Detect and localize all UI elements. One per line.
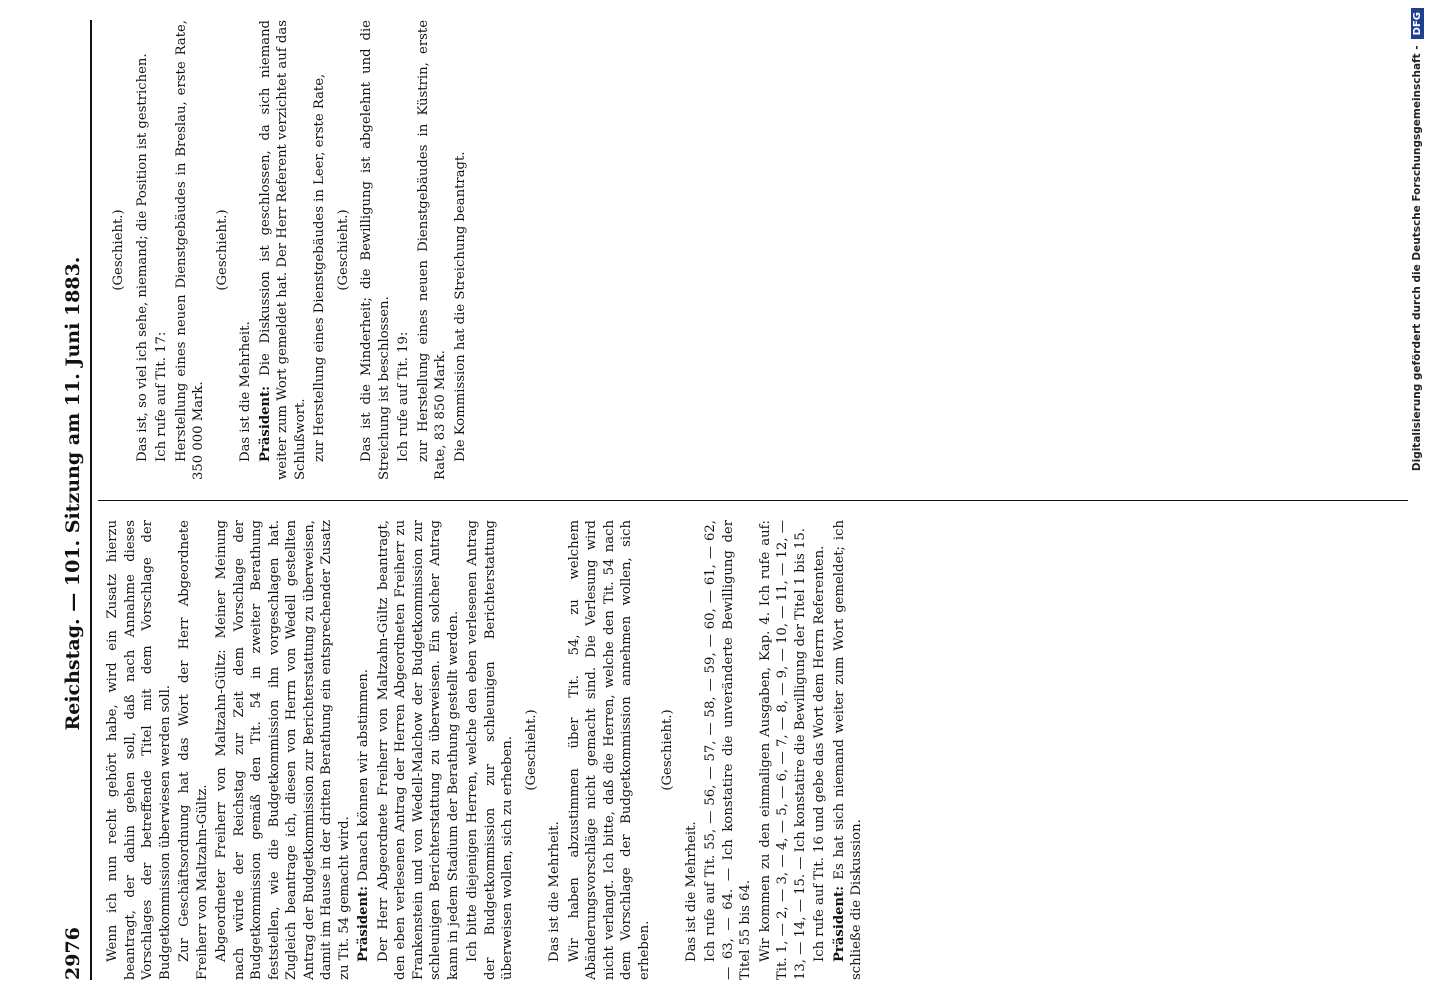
- paragraph-text: Das ist die Mehrheit.: [238, 321, 253, 462]
- page-number: 2976: [62, 927, 84, 980]
- column-divider: [98, 500, 1408, 501]
- paragraph: [311, 20, 329, 480]
- stage-direction: [214, 20, 232, 480]
- paragraph: [358, 20, 393, 480]
- paragraph-text: Es hat sich niemand weiter zum Wort gemeldet; ich schließe die Diskussion.: [831, 520, 864, 980]
- paragraph: [831, 520, 866, 980]
- page-header: [40, 20, 84, 980]
- paragraph-text: Herstellung eines neuen Dienstgebäudes in Breslau, erste Rate, 350 000 Mark.: [173, 20, 206, 480]
- paragraph: [566, 520, 654, 980]
- paragraph-text: Das ist die Mehrheit.: [683, 821, 699, 962]
- paragraph-text: (Geschieht.): [111, 209, 126, 291]
- paragraph: [213, 520, 353, 980]
- stage-direction: [523, 520, 541, 980]
- paragraph: [134, 20, 152, 480]
- paragraph: [176, 520, 211, 980]
- paragraph: [811, 520, 829, 980]
- paragraph-text: Ich rufe auf Tit. 55, — 56, — 57, — 58, — 59, — 60, — 61, — 62, — 63, — 64. — Ich konstatire die unveränderte Bewilligung der Titel 55 bis 64.: [703, 520, 753, 980]
- paragraph-text: zur Herstellung eines neuen Dienstgebäudes in Küstrin, erste Rate, 83 850 Mark.: [415, 20, 448, 480]
- paragraph: [757, 520, 810, 980]
- rotated-page: [40, 20, 1420, 980]
- stage-direction: [335, 20, 353, 480]
- paragraph-text: Das ist die Mehrheit.: [547, 821, 562, 962]
- stage-direction: [110, 20, 128, 480]
- paragraph: [415, 20, 450, 480]
- paragraph: [452, 20, 470, 480]
- paragraph: [702, 520, 755, 980]
- paragraph-text: (Geschieht.): [660, 709, 675, 791]
- paragraph-text: Danach können wir abstimmen.: [356, 669, 371, 882]
- paragraph: [104, 520, 174, 980]
- page-title: Reichstag. — 101. Sitzung am 11. Juni 1883.: [62, 256, 84, 731]
- paragraph-text: Ich rufe auf Tit. 19:: [396, 331, 411, 462]
- paragraph: [683, 520, 701, 980]
- paragraph: [173, 20, 208, 480]
- paragraph-text: Das ist, so viel ich sehe, niemand; die Position ist gestrichen.: [134, 53, 150, 462]
- stage-direction: [659, 520, 677, 980]
- paragraph: [257, 20, 310, 480]
- paragraph: [395, 20, 413, 480]
- right-column: [104, 20, 1404, 480]
- paragraph: [355, 520, 373, 980]
- paragraph: [375, 520, 463, 980]
- speaker-label: Präsident:: [831, 879, 847, 962]
- dfg-credit-text: Digitalisierung gefördert durch die Deutsche Forschungsgemeinschaft -: [1411, 45, 1423, 472]
- speaker-label: Präsident:: [356, 881, 371, 962]
- paragraph-text: zur Herstellung eines Dienstgebäudes in Leer, erste Rate,: [312, 73, 327, 462]
- paragraph-text: Ich rufe auf Tit. 17:: [154, 331, 169, 462]
- speaker-label: Präsident:: [257, 375, 273, 462]
- dfg-credit: [1406, 8, 1428, 988]
- paragraph-text: Die Diskussion ist geschlossen, da sich niemand weiter zum Wort gemeldet hat. Der Herr Referent verzichtet auf das Schlußwort.: [257, 20, 308, 480]
- paragraph-text: Die Kommission hat die Streichung beantragt.: [452, 151, 468, 462]
- paragraph-text: Wir kommen zu den einmaligen Ausgaben, Kap. 4. Ich rufe auf: Tit. 1, — 2, — 3, — 4, — 5, — 6, — 7, — 8, — 9, — 10, — 11, — 12, — 13, — 14, — 15. — Ich konstatire die Bewilligung der Titel 1 bis 15.: [757, 520, 808, 980]
- paragraph-text: Ich bitte diejenigen Herren, welche den eben verlesenen Antrag der Budgetkommission zur schleunigen Berichterstattung überweisen wollen, sich zu erheben.: [465, 520, 515, 980]
- paragraph-text: (Geschieht.): [335, 209, 351, 291]
- header-rule: [90, 20, 92, 980]
- paragraph: [237, 20, 255, 480]
- paragraph-text: Wenn ich nun recht gehört habe, wird ein Zusatz hierzu beantragt, der dahin gehen soll, daß nach Annahme dieses Vorschlages der betreffende Titel mit dem Vorschlage der Budgetkommission überwiesen werden soll.: [105, 520, 173, 980]
- paragraph-text: Abgeordneter Freiherr von Maltzahn-Gültz: Meiner Meinung nach würde der Reichstag zur Zeit dem Vorschlage der Budgetkommission gemäß den Tit. 54 in zweiter Berathung feststellen, wie die Budgetkommission ihn vorgeschlagen hat. Zugleich beantrage ich, diesen von Herrn von Wedell gestellten Antrag der Budgetkommission zur Berichterstattung zu überweisen, damit im Hause in der dritten Berathung ein entsprechender Zusatz zu Tit. 54 gemacht wird.: [214, 520, 352, 980]
- paragraph-text: Das ist die Minderheit; die Bewilligung ist abgelehnt und die Streichung ist beschlossen.: [359, 20, 392, 480]
- paragraph: [464, 520, 517, 980]
- paragraph-text: (Geschieht.): [523, 709, 539, 791]
- dfg-logo: DFG: [1411, 8, 1424, 39]
- paragraph-text: Zur Geschäftsordnung hat das Wort der Herr Abgeordnete Freiherr von Maltzahn-Gültz.: [177, 520, 210, 980]
- left-column: [104, 520, 1404, 980]
- paragraph-text: Der Herr Abgeordnete Freiherr von Maltzahn-Gültz beantragt, den eben verlesenen Antrag der Herren Abgeordneten Freiherr zu Frankenstein und von Wedell-Malchow der Budgetkommission zur schleunigen Berichterstattung zu überweisen. Ein solcher Antrag kann in jedem Stadium der Berathung gestellt werden.: [375, 520, 461, 980]
- paragraph-text: Ich rufe auf Tit. 16 und gebe das Wort dem Herrn Referenten.: [812, 545, 827, 962]
- paragraph-text: Wir haben abzustimmen über Tit. 54, zu welchem Abänderungsvorschläge nicht gemacht sind. Die Verlesung wird nicht verlangt. Ich bitte, daß die Herren, welche den Tit. 54 nach dem Vorschlage der Budgetkommission annehmen wollen, sich erheben.: [566, 520, 652, 980]
- paragraph: [546, 520, 564, 980]
- paragraph-text: (Geschieht.): [214, 209, 230, 291]
- paragraph: [153, 20, 171, 480]
